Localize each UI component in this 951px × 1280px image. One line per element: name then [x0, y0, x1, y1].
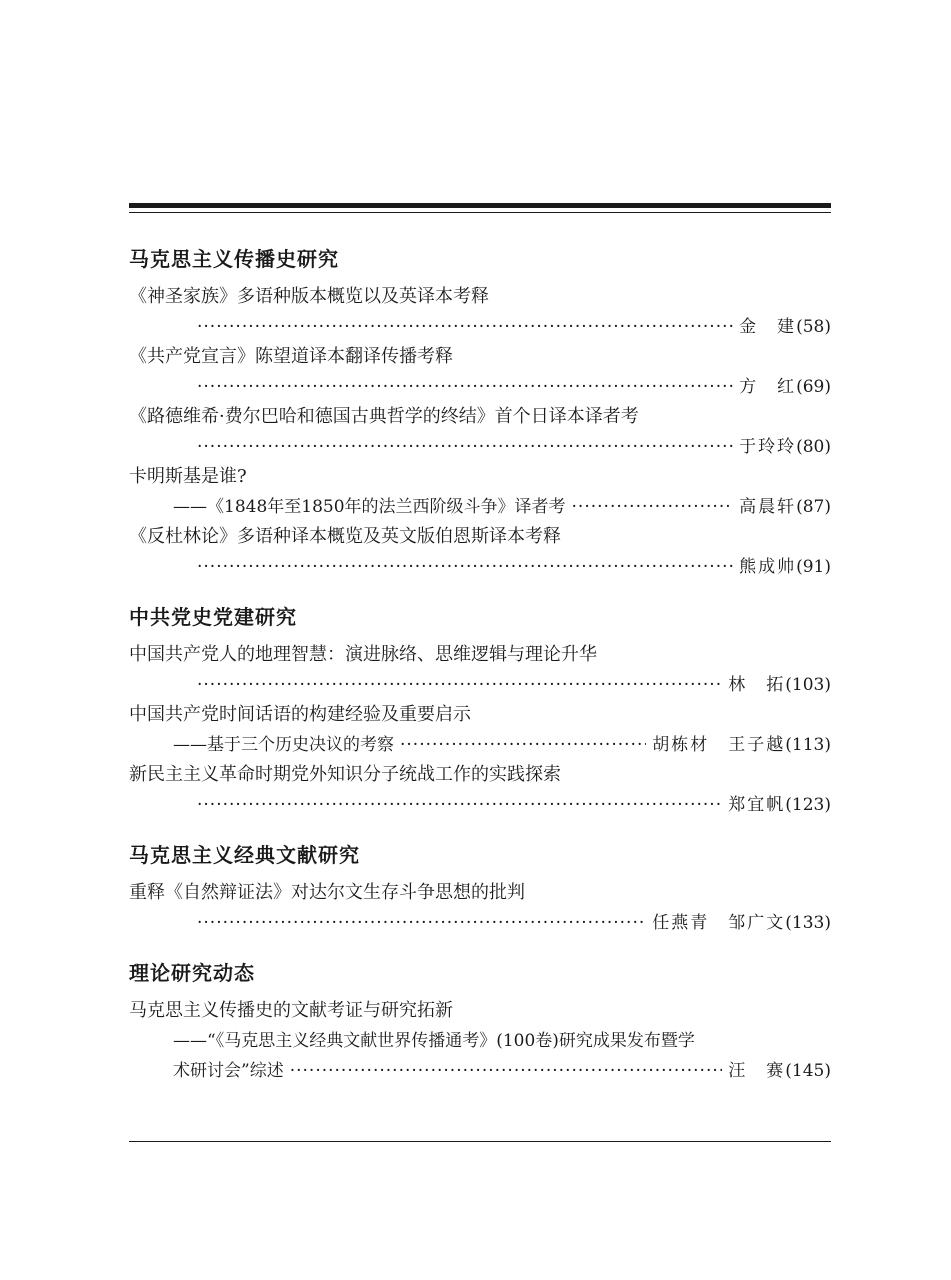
entry-subtitle-continued: 术研讨会”综述 [173, 1061, 284, 1081]
dot-leader [197, 908, 646, 938]
section-title: 理论研究动态 [129, 961, 255, 985]
dot-leader [197, 432, 733, 462]
entry-author-line [129, 670, 831, 700]
entry-title: 《反杜林论》多语种译本概览及英文版伯恩斯译本考释 [129, 526, 561, 547]
entry-page: (58) [796, 317, 831, 337]
entry-author-line [129, 908, 831, 938]
dot-leader [197, 372, 733, 402]
entry-authors: 金 建 [739, 317, 797, 337]
toc-entry[interactable] [129, 760, 831, 820]
dot-leader [197, 552, 733, 582]
toc-entry[interactable] [129, 342, 831, 402]
entry-title: 中国共产党时间话语的构建经验及重要启示 [129, 704, 471, 725]
entry-author-line [129, 790, 831, 820]
entry-author-line [129, 432, 831, 462]
entry-authors: 郑宜帆 [728, 795, 786, 815]
entry-authors: 方 红 [739, 377, 797, 397]
entry-authors: 林 拓 [728, 675, 786, 695]
entry-title: 《神圣家族》多语种版本概览以及英译本考释 [129, 286, 489, 307]
entry-page: (87) [796, 497, 831, 517]
entry-subtitle: ——《1848年至1850年的法兰西阶级斗争》译者考 [173, 497, 566, 517]
dot-leader [197, 790, 722, 820]
entry-title: 重释《自然辩证法》对达尔文生存斗争思想的批判 [129, 882, 525, 903]
entry-title: 卡明斯基是谁? [129, 466, 247, 487]
toc-entry[interactable] [129, 996, 831, 1086]
entry-authors: 高晨轩 [739, 497, 797, 517]
section-research-trends [129, 950, 831, 1086]
entry-title: 《共产党宣言》陈望道译本翻译传播考释 [129, 346, 453, 367]
entry-author-line [129, 312, 831, 342]
entry-subtitle-line [129, 730, 831, 760]
section-classic-literature [129, 832, 831, 938]
entry-page: (69) [796, 377, 831, 397]
top-thick-rule [129, 203, 831, 208]
dot-leader [572, 492, 734, 522]
entry-authors: 于玲玲 [739, 437, 797, 457]
dot-leader [197, 670, 722, 700]
entry-page: (123) [785, 795, 831, 815]
section-marxism-dissemination [129, 236, 831, 582]
entry-page: (91) [796, 557, 831, 577]
entry-page: (113) [785, 735, 831, 755]
dot-leader [197, 312, 733, 342]
section-title: 中共党史党建研究 [129, 605, 297, 629]
entry-page: (145) [785, 1061, 831, 1081]
toc-entry[interactable] [129, 282, 831, 342]
entry-title: 马克思主义传播史的文献考证与研究拓新 [129, 1000, 453, 1021]
section-title: 马克思主义经典文献研究 [129, 843, 360, 867]
toc-entry[interactable] [129, 878, 831, 938]
entry-page: (133) [785, 913, 831, 933]
section-title: 马克思主义传播史研究 [129, 247, 339, 271]
toc-entry[interactable] [129, 700, 831, 760]
toc-entry[interactable] [129, 640, 831, 700]
entry-title: 《路德维希·费尔巴哈和德国古典哲学的终结》首个日译本译者考 [129, 406, 639, 427]
entry-title: 新民主主义革命时期党外知识分子统战工作的实践探索 [129, 764, 561, 785]
entry-authors: 熊成帅 [739, 557, 797, 577]
entry-authors: 胡栋材 王子越 [652, 735, 786, 755]
entry-subtitle-line [129, 1026, 831, 1056]
entry-title: 中国共产党人的地理智慧：演进脉络、思维逻辑与理论升华 [129, 644, 597, 665]
entry-subtitle-line [129, 492, 831, 522]
dot-leader [290, 1056, 723, 1086]
section-party-history [129, 594, 831, 820]
toc-entry[interactable] [129, 402, 831, 462]
entry-page: (80) [796, 437, 831, 457]
entry-subtitle-line [129, 1056, 831, 1086]
entry-page: (103) [785, 675, 831, 695]
table-of-contents [129, 236, 831, 1098]
entry-author-line [129, 372, 831, 402]
entry-subtitle: ——基于三个历史决议的考察 [173, 735, 394, 755]
entry-authors: 汪 赛 [728, 1061, 786, 1081]
bottom-rule [129, 1141, 831, 1142]
dot-leader [400, 730, 646, 760]
top-thin-rule [129, 212, 831, 213]
entry-authors: 任燕青 邹广文 [652, 913, 786, 933]
toc-entry[interactable] [129, 462, 831, 522]
toc-entry[interactable] [129, 522, 831, 582]
entry-subtitle: ——“《马克思主义经典文献世界传播通考》(100卷)研究成果发布暨学 [173, 1031, 695, 1051]
entry-author-line [129, 552, 831, 582]
